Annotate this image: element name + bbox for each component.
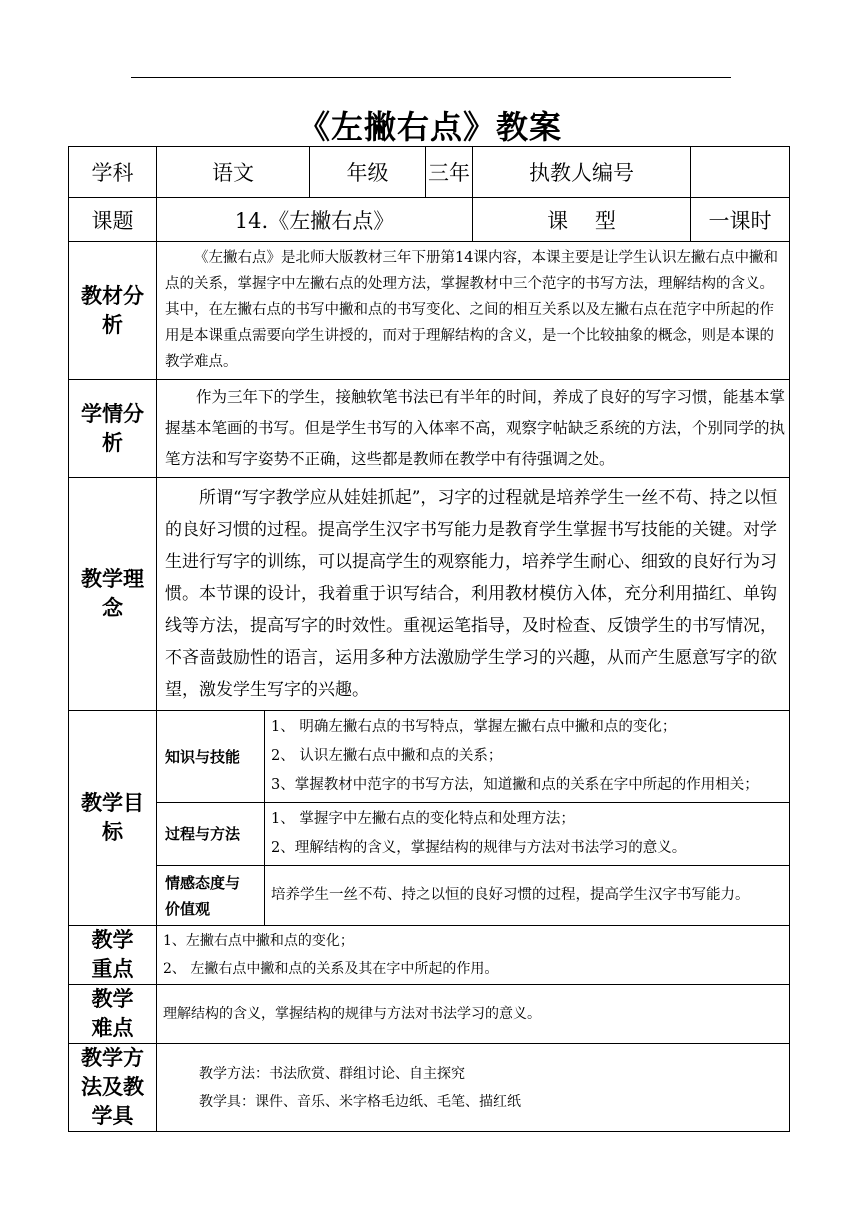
subject-value: 语文 (157, 147, 310, 198)
methods-label-line: 教学方 (81, 1046, 144, 1070)
emotion-values-label (157, 866, 265, 926)
knowledge-item: 2、 认识左撇右点中撇和点的关系； (271, 748, 503, 764)
knowledge-skills-cell (265, 711, 790, 803)
subject-label: 学科 (69, 147, 157, 198)
grade-value: 三年 (426, 147, 473, 198)
lesson-type-value: 一课时 (691, 198, 790, 242)
teacher-id-value (691, 147, 790, 198)
emotion-values-text: 培养学生一丝不苟、持之以恒的良好习惯的过程，提高学生汉字书写能力。 (265, 866, 790, 926)
document-title: 《左撇右点》教案 (297, 108, 562, 146)
difficulties-label-line: 教学 (91, 987, 134, 1011)
key-points-cell (157, 926, 790, 985)
emotion-label-line: 价值观 (165, 899, 211, 918)
methods-label-line: 法及教 (81, 1075, 144, 1099)
teacher-id-label: 执教人编号 (473, 147, 691, 198)
difficulties-text: 理解结构的含义，掌握结构的规律与方法对书法学习的意义。 (157, 985, 790, 1044)
header-rule (131, 77, 731, 78)
key-points-label (69, 926, 157, 985)
difficulties-label-line: 难点 (91, 1016, 134, 1040)
process-methods-cell (265, 803, 790, 866)
key-point-item: 2、 左撇右点中撇和点的关系及其在字中所起的作用。 (163, 961, 499, 977)
lesson-plan-table (68, 146, 790, 1132)
emotion-label-line: 情感态度与 (165, 873, 241, 892)
lesson-type-label: 课 型 (473, 198, 691, 242)
knowledge-skills-label: 知识与技能 (157, 711, 265, 803)
knowledge-item: 3、掌握教材中范字的书写方法，知道撇和点的关系在字中所起的作用相关； (271, 777, 759, 793)
methods-label-line: 学具 (91, 1104, 134, 1128)
methods-tools-label (69, 1044, 157, 1132)
process-methods-label: 过程与方法 (157, 803, 265, 866)
methods-tools-cell (157, 1044, 790, 1132)
textbook-analysis-label: 教材分析 (69, 242, 157, 380)
textbook-analysis-text: 《左撇右点》是北师大版教材三年下册第14课内容，本课主要是让学生认识左撇右点中撇和点的关系，掌握字中左撇右点的处理方法，掌握教材中三个范字的书写方法，理解结构的含义。其中，在左撇右点的书写中撇和点的书写变化、之间的相互关系以及左撇右点在范字中所起的作用是本课重点需要向学生讲授的，而对于理解结构的含义，是一个比较抽象的概念，则是本课的教学难点。 (157, 242, 790, 380)
teaching-tools-text: 教学具：课件、音乐、米字格毛边纸、毛笔、描红纸 (199, 1093, 521, 1110)
student-analysis-label: 学情分析 (69, 380, 157, 478)
topic-value: 14.《左撇右点》 (157, 198, 473, 242)
student-analysis-text: 作为三年下的学生，接触软笔书法已有半年的时间，养成了良好的写字习惯，能基本掌握基本笔画的书写。但是学生书写的入体率不高，观察字帖缺乏系统的方法，个别同学的执笔方法和写字姿势不正确，这些都是教师在教学中有待强调之处。 (157, 380, 790, 478)
teaching-goals-label: 教学目标 (69, 711, 157, 926)
process-item: 2、理解结构的含义，掌握结构的规律与方法对书法学习的意义。 (271, 840, 687, 856)
knowledge-item: 1、 明确左撇右点的书写特点，掌握左撇右点中撇和点的变化； (271, 719, 677, 735)
grade-label: 年级 (310, 147, 426, 198)
teaching-philosophy-text: 所谓“写字教学应从娃娃抓起”，习字的过程就是培养学生一丝不苟、持之以恒的良好习惯的过程。提高学生汉字书写能力是教育学生掌握书写技能的关键。对学生进行写字的训练，可以提高学生的观察能力，培养学生耐心、细致的良好行为习惯。本节课的设计，我着重于识写结合，利用教材模仿入体，充分利用描红、单钩线等方法，提高写字的时效性。重视运笔指导，及时检查、反馈学生的书写情况，不吝啬鼓励性的语言，运用多种方法激励学生学习的兴趣，从而产生愿意写字的欲望，激发学生写字的兴趣。 (157, 478, 790, 711)
key-points-label-line: 教学 (91, 928, 134, 952)
process-item: 1、 掌握字中左撇右点的变化特点和处理方法； (271, 811, 575, 827)
difficulties-label (69, 985, 157, 1044)
teaching-method-text: 教学方法：书法欣赏、群组讨论、自主探究 (199, 1065, 465, 1082)
topic-label: 课题 (69, 198, 157, 242)
key-point-item: 1、左撇右点中撇和点的变化； (163, 933, 354, 949)
teaching-philosophy-label: 教学理念 (69, 478, 157, 711)
key-points-label-line: 重点 (91, 957, 134, 981)
